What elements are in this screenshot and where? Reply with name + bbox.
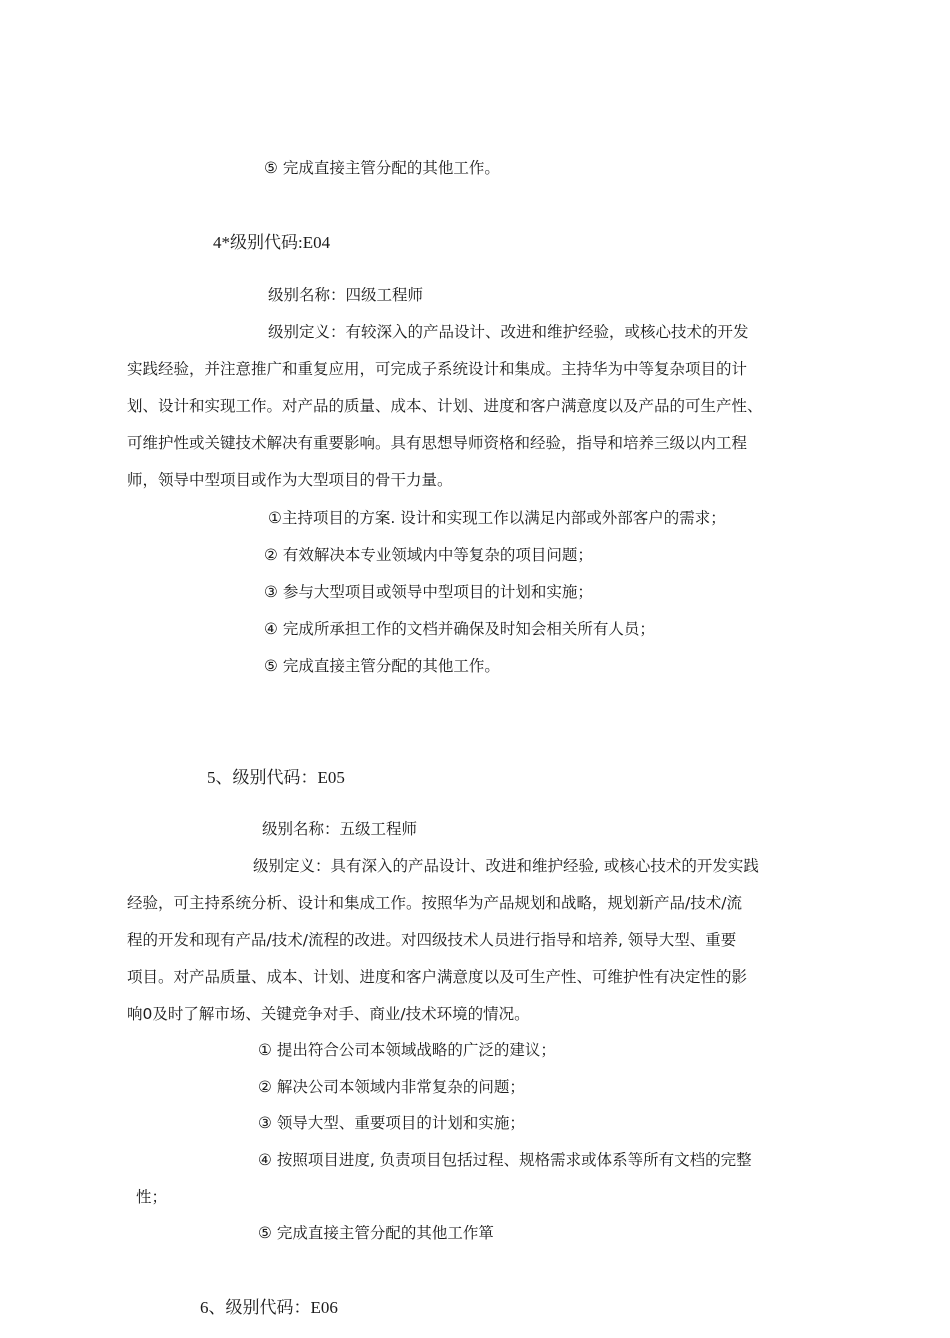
list-item-continuation: 性； [136, 1188, 168, 1206]
list-item: ⑤ 完成直接主管分配的其他工作。 [264, 657, 500, 675]
level-code-heading: 4*级别代码:E04 [213, 233, 331, 252]
list-item: ③ 领导大型、重要项目的计划和实施； [258, 1114, 525, 1132]
definition-line: 经验，可主持系统分析、设计和集成工作。按照华为产品规划和战略，规划新产品/技术/流 [127, 894, 742, 912]
level-name: 级别名称：五级工程师 [262, 820, 418, 838]
definition-line: 实践经验，并注意推广和重复应用，可完成子系统设计和集成。主持华为中等复杂项目的计 [127, 360, 748, 378]
definition-line: 师，领导中型项目或作为大型项目的骨干力量。 [127, 471, 453, 489]
list-item: ③ 参与大型项目或领导中型项目的计划和实施； [264, 583, 593, 601]
definition-line: 响0及时了解市场、关键竞争对手、商业/技术环境的情况。 [127, 1005, 530, 1023]
list-item: ①主持项目的方案. 设计和实现工作以满足内部或外部客户的需求； [268, 509, 726, 527]
level-code-heading: 6、级别代码：E06 [200, 1298, 338, 1317]
list-item: ④ 按照项目进度, 负责项目包括过程、规格需求或体系等所有文档的完整 [258, 1151, 752, 1169]
list-item: ⑤ 完成直接主管分配的其他工作箪 [258, 1224, 494, 1242]
list-item: ② 有效解决本专业领域内中等复杂的项目问题； [264, 546, 593, 564]
definition-line: 级别定义：具有深入的产品设计、改进和维护经验, 或核心技术的开发实践 [253, 857, 759, 875]
level-name: 级别名称：四级工程师 [268, 286, 424, 304]
definition-line: 程的开发和现有产品/技术/流程的改进。对四级技术人员进行指导和培养, 领导大型、重要 [127, 931, 737, 949]
list-item: ⑤ 完成直接主管分配的其他工作。 [264, 159, 500, 177]
list-item: ① 提出符合公司本领域战略的广泛的建议； [258, 1041, 556, 1059]
definition-line: 级别定义：有较深入的产品设计、改进和维护经验，或核心技术的开发 [268, 323, 749, 341]
definition-line: 划、设计和实现工作。对产品的质量、成本、计划、进度和客户满意度以及产品的可生产性、 [127, 397, 763, 415]
list-item: ④ 完成所承担工作的文档并确保及时知会相关所有人员； [264, 620, 655, 638]
definition-line: 项目。对产品质量、成本、计划、进度和客户满意度以及可生产性、可维护性有决定性的影 [127, 968, 748, 986]
definition-line: 可维护性或关键技术解决有重要影响。具有思想导师资格和经验，指导和培养三级以内工程 [127, 434, 748, 452]
level-code-heading: 5、级别代码：E05 [207, 768, 345, 787]
list-item: ② 解决公司本领域内非常复杂的问题； [258, 1078, 525, 1096]
